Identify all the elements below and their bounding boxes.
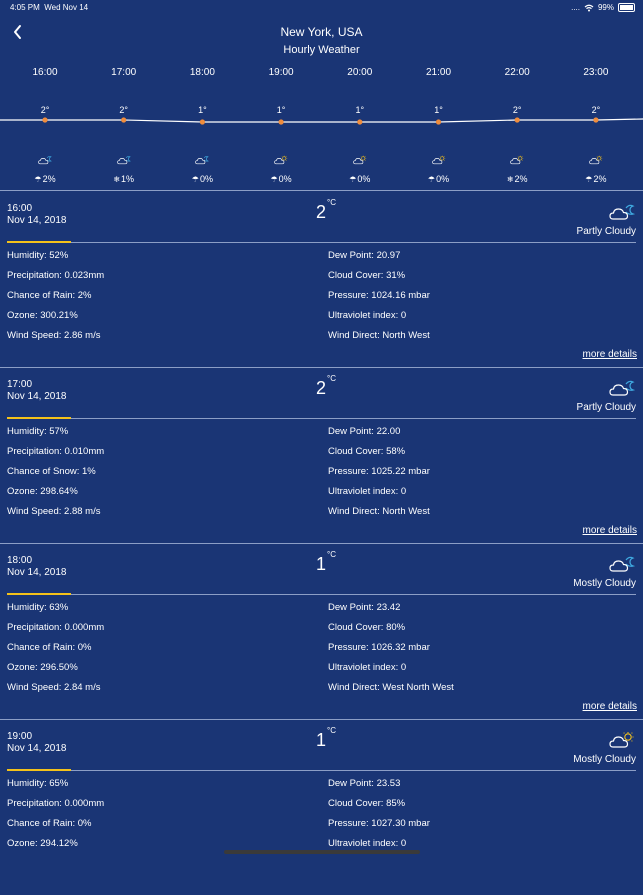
card-temperature: $1^{^\circ C}$ [316, 550, 336, 574]
hour-label: 22:00 [504, 67, 530, 78]
detail-right-item: Ultraviolet index: 0 [328, 310, 407, 321]
more-details-link[interactable]: more details [582, 525, 637, 536]
more-details-link[interactable]: more details [582, 349, 637, 360]
temperature-line [0, 119, 643, 122]
card-condition: Mostly Cloudy [573, 578, 636, 589]
hour-temperature: 2° [512, 105, 522, 115]
hour-label: 16:00 [32, 67, 58, 78]
partly-cloudy-day-icon [589, 152, 603, 164]
detail-right-item: Pressure: 1024.16 mbar [328, 290, 430, 301]
temperature-graph [0, 60, 643, 190]
detail-right-item: Pressure: 1027.30 mbar [328, 818, 430, 829]
detail-left-item: Ozone: 294.12% [7, 838, 78, 849]
status-right [571, 3, 635, 12]
hour-precip: ☂0% [349, 174, 371, 184]
umbrella-icon: ☂ [191, 175, 199, 184]
home-indicator [224, 850, 420, 854]
hour-label: 21:00 [425, 67, 452, 78]
temperature-unit: °C [327, 726, 336, 735]
detail-right-item: Cloud Cover: 80% [328, 622, 406, 633]
hour-precip: ☂0% [191, 174, 213, 184]
card-accent-bar [7, 241, 71, 243]
card-time: 19:00 [7, 731, 33, 742]
more-details-link[interactable]: more details [582, 701, 637, 712]
detail-left-item: Chance of Rain: 0% [7, 642, 92, 653]
detail-left-item: Wind Speed: 2.88 m/s [7, 506, 101, 517]
temperature-unit: °C [327, 198, 336, 207]
card-accent-bar [7, 593, 71, 595]
card-date: Nov 14, 2018 [7, 215, 67, 226]
hour-temperature: 1° [434, 105, 443, 115]
hour-precip: ❄2% [506, 174, 528, 184]
detail-right-item: Pressure: 1026.32 mbar [328, 642, 430, 653]
detail-right-item: Cloud Cover: 85% [328, 798, 406, 809]
snow-icon: ❄ [506, 175, 514, 184]
card-temperature: $2^{^\circ C}$ [316, 198, 336, 222]
hourly-timeline[interactable] [0, 60, 643, 190]
detail-right-item: Dew Point: 23.42 [328, 602, 401, 613]
detail-left-item: Chance of Snow: 1% [7, 466, 96, 477]
detail-right-item: Dew Point: 23.53 [328, 778, 401, 789]
temperature-point [515, 117, 520, 122]
detail-left-item: Precipitation: 0.000mm [7, 622, 105, 633]
hourly-detail-card [0, 367, 643, 543]
detail-left-item: Precipitation: 0.023mm [7, 270, 105, 281]
page-subtitle: Hourly Weather [283, 44, 360, 56]
detail-right-item: Wind Direct: North West [328, 506, 430, 517]
detail-right-item: Cloud Cover: 58% [328, 446, 406, 457]
snow-icon: ❄ [113, 175, 121, 184]
hourly-detail-card [0, 191, 643, 367]
temperature-point [279, 119, 284, 124]
detail-right-item: Cloud Cover: 31% [328, 270, 406, 281]
card-temperature: $1^{^\circ C}$ [316, 726, 336, 750]
temperature-unit: °C [327, 550, 336, 559]
partly-cloudy-night-icon [609, 203, 635, 221]
detail-right-item: Dew Point: 22.00 [328, 426, 401, 437]
detail-left-item: Humidity: 63% [7, 602, 69, 613]
detail-left-item: Ozone: 298.64% [7, 486, 78, 497]
hour-label: 20:00 [347, 67, 373, 78]
page-title: New York, USA [280, 25, 363, 39]
card-time: 16:00 [7, 203, 33, 214]
partly-cloudy-day-icon [274, 152, 288, 164]
hour-label: 23:00 [583, 67, 609, 78]
status-bar [0, 0, 643, 14]
temperature-point [357, 119, 362, 124]
temperature-point [121, 117, 126, 122]
umbrella-icon: ☂ [585, 175, 593, 184]
hour-precip: ❄1% [113, 174, 135, 184]
detail-left-item: Humidity: 65% [7, 778, 69, 789]
partly-cloudy-day-icon [432, 152, 446, 164]
partly-cloudy-night-icon [609, 379, 635, 397]
temperature-unit: °C [327, 374, 336, 383]
signal-icon: .... [571, 3, 580, 12]
partly-cloudy-day-icon [353, 152, 367, 164]
umbrella-icon: ☂ [427, 175, 436, 184]
detail-left-item: Humidity: 57% [7, 426, 69, 437]
umbrella-icon: ☂ [270, 175, 278, 184]
detail-left-item: Chance of Rain: 0% [7, 818, 92, 829]
partly-cloudy-night-icon [609, 555, 635, 573]
hourly-detail-card [0, 543, 643, 719]
card-divider [7, 594, 636, 595]
hour-temperature: 1° [276, 105, 286, 115]
card-date: Nov 14, 2018 [7, 567, 67, 578]
hour-label: 17:00 [111, 67, 137, 78]
status-time: 4:05 PM Wed Nov 14 [10, 3, 89, 12]
temperature-point [593, 117, 598, 122]
wifi-icon [584, 4, 594, 12]
card-divider [7, 242, 636, 243]
detail-right-item: Wind Direct: West North West [328, 682, 454, 693]
hour-precip: ☂2% [34, 174, 56, 184]
detail-right-item: Pressure: 1025.22 mbar [328, 466, 430, 477]
hour-temperature: 2° [591, 105, 601, 115]
card-condition: Partly Cloudy [576, 402, 636, 413]
temperature-point [200, 119, 205, 124]
detail-right-item: Ultraviolet index: 0 [328, 486, 407, 497]
partly-cloudy-night-icon [38, 152, 52, 164]
hour-temperature: 2° [40, 105, 50, 115]
detail-left-item: Wind Speed: 2.84 m/s [7, 682, 101, 693]
partly-cloudy-night-icon [117, 152, 131, 164]
temperature-point [42, 117, 47, 122]
hourly-detail-card [0, 719, 643, 895]
hour-precip: ☂0% [270, 174, 292, 184]
hour-label: 19:00 [268, 67, 294, 78]
detail-left-item: Ozone: 300.21% [7, 310, 78, 321]
card-date: Nov 14, 2018 [7, 391, 67, 402]
umbrella-icon: ☂ [34, 175, 42, 184]
partly-cloudy-day-icon [609, 731, 635, 749]
hour-temperature: 2° [119, 105, 128, 115]
partly-cloudy-night-icon [195, 152, 209, 164]
card-time: 18:00 [7, 555, 33, 566]
card-condition: Partly Cloudy [576, 226, 636, 237]
card-time: 17:00 [7, 379, 33, 390]
card-temperature: $2^{^\circ C}$ [316, 374, 336, 398]
battery-icon [618, 3, 635, 12]
card-condition: Mostly Cloudy [573, 754, 636, 765]
detail-left-item: Precipitation: 0.010mm [7, 446, 105, 457]
detail-left-item: Wind Speed: 2.86 m/s [7, 330, 101, 341]
umbrella-icon: ☂ [349, 175, 357, 184]
detail-right-item: Ultraviolet index: 0 [328, 662, 407, 673]
hour-temperature: 1° [198, 105, 207, 115]
detail-left-item: Precipitation: 0.000mm [7, 798, 105, 809]
header [0, 20, 643, 60]
detail-left-item: Humidity: 52% [7, 250, 69, 261]
detail-right-item: Dew Point: 20.97 [328, 250, 401, 261]
hour-temperature: 1° [355, 105, 365, 115]
card-accent-bar [7, 769, 71, 771]
detail-right-item: Ultraviolet index: 0 [328, 838, 407, 849]
hour-precip: ☂0% [427, 174, 450, 184]
card-divider [7, 418, 636, 419]
battery-percent: 99% [597, 3, 614, 12]
card-divider [7, 770, 636, 771]
hour-precip: ☂2% [585, 174, 607, 184]
hour-label: 18:00 [189, 67, 215, 78]
detail-left-item: Chance of Rain: 2% [7, 290, 92, 301]
partly-cloudy-day-icon [510, 152, 524, 164]
temperature-point [436, 119, 441, 124]
detail-right-item: Wind Direct: North West [328, 330, 430, 341]
card-date: Nov 14, 2018 [7, 743, 67, 754]
card-accent-bar [7, 417, 71, 419]
detail-left-item: Ozone: 296.50% [7, 662, 78, 673]
